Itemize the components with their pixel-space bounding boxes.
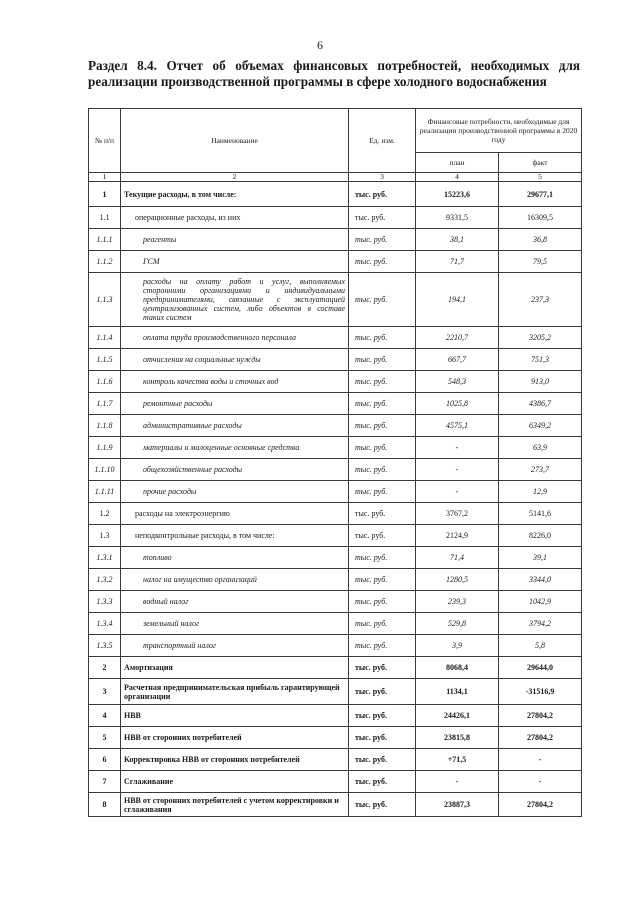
row-number: 1.1.9	[89, 437, 121, 459]
row-name: топливо	[121, 547, 349, 569]
table-row	[89, 503, 582, 525]
table-row	[89, 207, 582, 229]
row-number: 5	[89, 727, 121, 749]
table-row	[89, 569, 582, 591]
row-number: 1.3.1	[89, 547, 121, 569]
row-fact-value: 36,8	[499, 229, 582, 251]
header-financial-needs: Финансовые потребности, необходимые для реализации производственной программы в 2020 году	[416, 109, 582, 153]
row-name: Сглаживание	[121, 771, 349, 793]
row-number: 1.2	[89, 503, 121, 525]
row-name: оплата труда производственного персонала	[121, 327, 349, 349]
row-number: 1.1.6	[89, 371, 121, 393]
table-row	[89, 705, 582, 727]
row-plan-value: 24426,1	[416, 705, 499, 727]
table-row	[89, 793, 582, 817]
table-row	[89, 437, 582, 459]
row-name: прочие расходы	[121, 481, 349, 503]
row-name: Амортизация	[121, 657, 349, 679]
row-name: транспортный налог	[121, 635, 349, 657]
row-name: административные расходы	[121, 415, 349, 437]
row-number: 1.3.3	[89, 591, 121, 613]
section-title: Раздел 8.4. Отчет об объемах финансовых потребностей, необходимых для реализации производственной программы в сфере холодного водоснабжения	[88, 58, 580, 89]
column-index: 5	[499, 173, 582, 182]
row-fact-value: 39,1	[499, 547, 582, 569]
row-unit: тыс. руб.	[349, 547, 416, 569]
row-fact-value: 4386,7	[499, 393, 582, 415]
row-unit: тыс. руб.	[349, 273, 416, 327]
row-unit: тыс. руб.	[349, 207, 416, 229]
row-unit: тыс. руб.	[349, 349, 416, 371]
row-plan-value: 15223,6	[416, 182, 499, 207]
row-plan-value: -	[416, 481, 499, 503]
table-row	[89, 273, 582, 327]
row-name: расходы на оплату работ и услуг, выполняемых сторонними организациями и индивидуальными предпринимателями, связанные с эксплуатацией централизованных систем, либо объектов в составе таких систем	[121, 273, 349, 327]
row-fact-value: 12,9	[499, 481, 582, 503]
row-name: общехозяйственные расходы	[121, 459, 349, 481]
row-unit: тыс. руб.	[349, 229, 416, 251]
table-row	[89, 635, 582, 657]
row-unit: тыс. руб.	[349, 415, 416, 437]
row-plan-value: 71,7	[416, 251, 499, 273]
table-row	[89, 327, 582, 349]
row-number: 1.1	[89, 207, 121, 229]
row-unit: тыс. руб.	[349, 393, 416, 415]
row-name: операционные расходы, из них	[121, 207, 349, 229]
row-unit: тыс. руб.	[349, 459, 416, 481]
row-unit: тыс. руб.	[349, 727, 416, 749]
table-row	[89, 251, 582, 273]
row-name: ГСМ	[121, 251, 349, 273]
row-unit: тыс. руб.	[349, 771, 416, 793]
table-row	[89, 415, 582, 437]
row-unit: тыс. руб.	[349, 182, 416, 207]
row-number: 1.3	[89, 525, 121, 547]
row-fact-value: 5141,6	[499, 503, 582, 525]
row-fact-value: -	[499, 749, 582, 771]
row-plan-value: 23815,8	[416, 727, 499, 749]
row-fact-value: 6349,2	[499, 415, 582, 437]
row-name: материалы и малоценные основные средства	[121, 437, 349, 459]
row-plan-value: +71,5	[416, 749, 499, 771]
row-name: Корректировка НВВ от сторонних потребителей	[121, 749, 349, 771]
row-plan-value: 529,8	[416, 613, 499, 635]
row-number: 1.1.2	[89, 251, 121, 273]
table-row	[89, 657, 582, 679]
row-fact-value: 3344,0	[499, 569, 582, 591]
table-header-row	[89, 109, 582, 153]
row-unit: тыс. руб.	[349, 749, 416, 771]
row-name: контроль качества воды и сточных вод	[121, 371, 349, 393]
row-name: отчисления на социальные нужды	[121, 349, 349, 371]
row-name: ремонтные расходы	[121, 393, 349, 415]
table-row	[89, 371, 582, 393]
table-row	[89, 459, 582, 481]
row-unit: тыс. руб.	[349, 635, 416, 657]
row-name: реагенты	[121, 229, 349, 251]
table-row	[89, 229, 582, 251]
table-row	[89, 591, 582, 613]
row-number: 1.1.7	[89, 393, 121, 415]
header-num: № п/п	[89, 109, 121, 173]
row-fact-value: 237,3	[499, 273, 582, 327]
row-number: 1	[89, 182, 121, 207]
row-name: Расчетная предпринимательская прибыль гарантирующей организации	[121, 679, 349, 705]
row-unit: тыс. руб.	[349, 705, 416, 727]
row-name: НВВ от сторонних потребителей с учетом корректировки и сглаживания	[121, 793, 349, 817]
column-index-row	[89, 173, 582, 182]
row-number: 1.3.5	[89, 635, 121, 657]
row-plan-value: 23887,3	[416, 793, 499, 817]
row-plan-value: 667,7	[416, 349, 499, 371]
row-unit: тыс. руб.	[349, 481, 416, 503]
row-unit: тыс. руб.	[349, 437, 416, 459]
row-fact-value: 751,3	[499, 349, 582, 371]
row-plan-value: 1134,1	[416, 679, 499, 705]
table-row	[89, 547, 582, 569]
row-plan-value: -	[416, 771, 499, 793]
row-number: 2	[89, 657, 121, 679]
row-unit: тыс. руб.	[349, 657, 416, 679]
row-unit: тыс. руб.	[349, 793, 416, 817]
row-fact-value: 27804,2	[499, 705, 582, 727]
table-row	[89, 525, 582, 547]
row-fact-value: 29644,0	[499, 657, 582, 679]
column-index: 1	[89, 173, 121, 182]
row-number: 8	[89, 793, 121, 817]
row-fact-value: 5,8	[499, 635, 582, 657]
row-unit: тыс. руб.	[349, 525, 416, 547]
row-unit: тыс. руб.	[349, 591, 416, 613]
column-index: 2	[121, 173, 349, 182]
row-number: 6	[89, 749, 121, 771]
header-fact: факт	[499, 153, 582, 173]
row-unit: тыс. руб.	[349, 251, 416, 273]
table-row	[89, 679, 582, 705]
row-number: 1.1.8	[89, 415, 121, 437]
row-plan-value: 3,9	[416, 635, 499, 657]
row-plan-value: 71,4	[416, 547, 499, 569]
row-name: расходы на электроэнергию	[121, 503, 349, 525]
row-plan-value: 548,3	[416, 371, 499, 393]
row-plan-value: 8068,4	[416, 657, 499, 679]
table-row	[89, 481, 582, 503]
header-plan: план	[416, 153, 499, 173]
row-plan-value: 2124,9	[416, 525, 499, 547]
row-name: земельный налог	[121, 613, 349, 635]
table-row	[89, 349, 582, 371]
row-number: 4	[89, 705, 121, 727]
row-fact-value: 1042,9	[499, 591, 582, 613]
row-name: водный налог	[121, 591, 349, 613]
row-fact-value: 3205,2	[499, 327, 582, 349]
row-name: Текущие расходы, в том числе:	[121, 182, 349, 207]
row-fact-value: -31516,9	[499, 679, 582, 705]
row-name: налог на имущество организаций	[121, 569, 349, 591]
header-name: Наименование	[121, 109, 349, 173]
row-fact-value: 16309,5	[499, 207, 582, 229]
row-number: 3	[89, 679, 121, 705]
column-index: 3	[349, 173, 416, 182]
row-number: 1.1.1	[89, 229, 121, 251]
row-number: 1.1.11	[89, 481, 121, 503]
row-plan-value: -	[416, 437, 499, 459]
row-number: 1.3.2	[89, 569, 121, 591]
row-fact-value: 29677,1	[499, 182, 582, 207]
column-index: 4	[416, 173, 499, 182]
row-number: 1.1.4	[89, 327, 121, 349]
row-fact-value: 3794,2	[499, 613, 582, 635]
row-plan-value: 4575,1	[416, 415, 499, 437]
row-fact-value: 79,5	[499, 251, 582, 273]
row-number: 1.1.10	[89, 459, 121, 481]
row-unit: тыс. руб.	[349, 371, 416, 393]
table-row	[89, 182, 582, 207]
row-plan-value: 1025,8	[416, 393, 499, 415]
row-unit: тыс. руб.	[349, 569, 416, 591]
row-name: НВВ от сторонних потребителей	[121, 727, 349, 749]
row-plan-value: 3767,2	[416, 503, 499, 525]
row-name: НВВ	[121, 705, 349, 727]
row-unit: тыс. руб.	[349, 327, 416, 349]
row-fact-value: 27804,2	[499, 727, 582, 749]
table-row	[89, 771, 582, 793]
header-unit: Ед. изм.	[349, 109, 416, 173]
row-number: 1.1.3	[89, 273, 121, 327]
row-number: 1.3.4	[89, 613, 121, 635]
row-unit: тыс. руб.	[349, 679, 416, 705]
table-row	[89, 393, 582, 415]
row-plan-value: 1280,5	[416, 569, 499, 591]
row-fact-value: 8226,0	[499, 525, 582, 547]
row-number: 1.1.5	[89, 349, 121, 371]
row-plan-value: 194,1	[416, 273, 499, 327]
row-fact-value: 27804,2	[499, 793, 582, 817]
table-row	[89, 727, 582, 749]
row-number: 7	[89, 771, 121, 793]
page-number: 6	[317, 38, 323, 52]
row-unit: тыс. руб.	[349, 503, 416, 525]
financial-needs-table	[88, 108, 582, 817]
row-plan-value: 38,1	[416, 229, 499, 251]
row-plan-value: 9331,5	[416, 207, 499, 229]
row-plan-value: 239,3	[416, 591, 499, 613]
row-name: неподконтрольные расходы, в том числе:	[121, 525, 349, 547]
row-fact-value: 273,7	[499, 459, 582, 481]
table-row	[89, 613, 582, 635]
row-fact-value: 63,9	[499, 437, 582, 459]
row-plan-value: -	[416, 459, 499, 481]
row-fact-value: 913,0	[499, 371, 582, 393]
row-fact-value: -	[499, 771, 582, 793]
row-unit: тыс. руб.	[349, 613, 416, 635]
table-row	[89, 749, 582, 771]
row-plan-value: 2210,7	[416, 327, 499, 349]
